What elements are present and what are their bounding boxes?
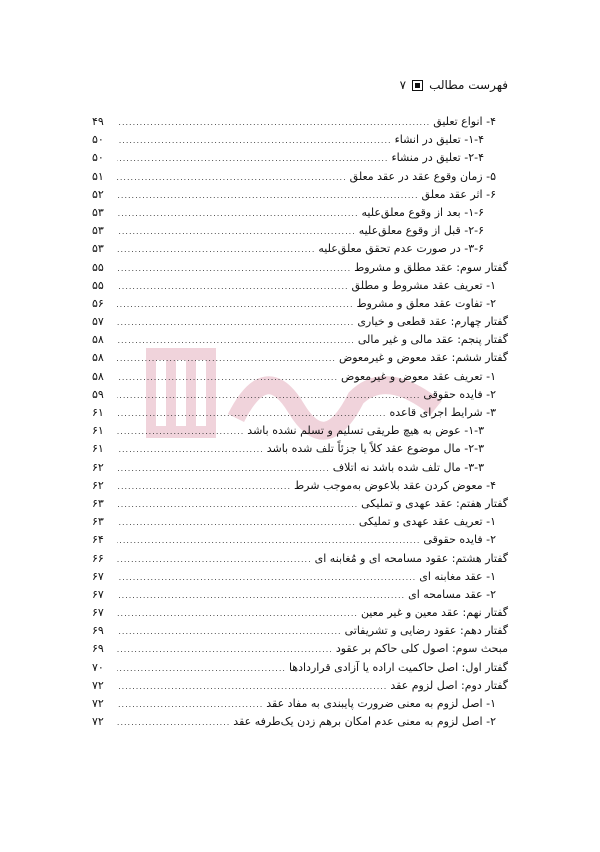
toc-leader-dots	[117, 551, 312, 569]
toc-entry-page: ۶۷	[92, 569, 104, 583]
toc-entry-page: ۵۸	[92, 351, 104, 365]
toc-entry-title: ۲-۴- تعلیق در منشاء	[391, 151, 484, 165]
toc-entry-title: ۱-۶- بعد از وقوع معلق‌علیه	[361, 205, 484, 219]
toc-entry-page: ۵۳	[92, 224, 104, 238]
toc-entry-page: ۶۷	[92, 587, 104, 601]
toc-entry	[92, 386, 508, 404]
toc-entry	[92, 259, 508, 277]
toc-entry	[92, 295, 508, 313]
toc-leader-dots	[117, 460, 330, 478]
toc-entry-page: ۶۴	[92, 533, 104, 547]
toc-entry-page: ۵۱	[92, 169, 104, 183]
toc-leader-dots	[117, 605, 358, 623]
toc-leader-dots	[117, 205, 358, 223]
toc-leader-dots	[117, 241, 315, 259]
toc-leader-dots	[117, 714, 230, 732]
toc-entry-title: ۲- تفاوت عقد معلق و مشروط	[356, 296, 496, 310]
toc-entry-title: ۴- انواع تعلیق	[433, 115, 496, 128]
toc-entry	[92, 422, 508, 440]
toc-entry-title: ۲- فایده حقوقی	[423, 533, 496, 547]
toc-entry	[92, 622, 508, 640]
toc-entry	[92, 586, 508, 604]
toc-entry-page: ۵۸	[92, 333, 104, 347]
toc-leader-dots	[117, 514, 356, 532]
toc-entry-title: ۱- عقد مغابنه ای	[419, 569, 496, 583]
toc-entry	[92, 313, 508, 331]
toc-leader-dots	[117, 387, 420, 405]
toc-entry-title: گفتار هشتم: عقود مسامحه ای و مُغابنه ای	[314, 551, 508, 565]
toc-entry	[92, 695, 508, 713]
toc-leader-dots	[117, 150, 388, 168]
toc-entry	[92, 349, 508, 367]
toc-leader-dots	[117, 441, 264, 459]
toc-entry-title: ۵- زمان وقوع عقد در عقد معلق	[349, 169, 496, 183]
toc-leader-dots	[117, 369, 338, 387]
header-title: فهرست مطالب	[429, 78, 508, 92]
toc-entry-page: ۵۳	[92, 242, 104, 256]
toc-leader-dots	[117, 314, 354, 332]
toc-entry	[92, 568, 508, 586]
toc-entry-title: ۲-۳- مال موضوع عقد کلاً یا جزئاً تلف شده باشد	[266, 442, 484, 456]
toc-entry	[92, 404, 508, 422]
toc-entry-title: ۶- اثر عقد معلق	[421, 187, 496, 201]
toc-entry-page: ۶۶	[92, 551, 104, 565]
toc-entry-page: ۶۷	[92, 606, 104, 620]
toc-entry-title: گفتار ششم: عقد معوض و غیرمعوض	[338, 351, 508, 365]
toc-entry-page: ۷۰	[92, 660, 104, 674]
toc-leader-dots	[117, 169, 347, 187]
toc-entry-page: ۵۰	[92, 133, 104, 147]
toc-entry-page: ۷۲	[92, 697, 104, 710]
toc-entry-page: ۷۲	[92, 678, 104, 692]
toc-entry	[92, 604, 508, 622]
toc-leader-dots	[117, 623, 342, 641]
toc-leader-dots	[117, 350, 336, 368]
toc-entry-title: ۲- فایده حقوقی	[423, 387, 496, 401]
toc-leader-dots	[117, 114, 430, 132]
toc-leader-dots	[117, 569, 416, 587]
toc-entry	[92, 222, 508, 240]
toc-entry-page: ۶۱	[92, 406, 104, 419]
toc-leader-dots	[117, 332, 355, 350]
toc-entry-page: ۷۲	[92, 715, 104, 729]
toc-entry	[92, 277, 508, 295]
toc-entry-page: ۶۱	[92, 442, 104, 456]
toc-entry-page: ۵۶	[92, 296, 104, 310]
toc-entry	[92, 186, 508, 204]
toc-entry-title: ۳-۳- مال تلف شده باشد نه اتلاف	[332, 460, 484, 474]
toc-entry	[92, 240, 508, 258]
toc-entry	[92, 440, 508, 458]
toc-entry	[92, 131, 508, 149]
toc-entry-title: ۱- تعریف عقد مشروط و مطلق	[351, 278, 496, 292]
toc-entry-title: ۱- تعریف عقد معوض و غیرمعوض	[341, 369, 496, 383]
toc-entry-title: گفتار هفتم: عقد عهدی و تملیکی	[361, 496, 508, 510]
toc-entry-title: ۴- معوض کردن عقد بلاعوض به‌موجب شرط	[294, 478, 496, 492]
toc-leader-dots	[117, 496, 358, 514]
toc-entry-title: گفتار چهارم: عقد قطعی و خیاری	[357, 315, 508, 329]
toc-entry-title: گفتار اول: اصل حاکمیت اراده یا آزادی قراردادها	[288, 660, 508, 674]
toc-leader-dots	[117, 187, 419, 205]
toc-entry	[92, 640, 508, 658]
toc-entry-title: گفتار سوم: عقد مطلق و مشروط	[354, 260, 508, 274]
toc-entry-title: ۱-۳- عوض به هیچ طریقی تسلیم و تسلم نشده باشد	[247, 424, 484, 438]
toc-entry-title: ۱- اصل لزوم به معنی ضرورت پایبندی به مفاد عقد	[266, 697, 496, 710]
toc-entry-page: ۵۷	[92, 315, 104, 329]
toc-leader-dots	[117, 296, 353, 314]
toc-entry	[92, 659, 508, 677]
header-page-number: ۷	[399, 78, 407, 92]
toc-entry-title: ۱-۴- تعلیق در انشاء	[394, 133, 484, 147]
toc-leader-dots	[117, 278, 349, 296]
toc-entry-title: گفتار پنجم: عقد مالی و غیر مالی	[357, 333, 508, 347]
toc-entry	[92, 168, 508, 186]
toc-entry-page: ۴۹	[92, 115, 104, 128]
toc-entry-page: ۵۰	[92, 151, 104, 165]
toc-entry	[92, 113, 508, 131]
toc-entry-page: ۵۸	[92, 369, 104, 383]
toc-entry-page: ۵۵	[92, 278, 104, 292]
toc-entry-page: ۶۱	[92, 424, 104, 438]
toc-entry-title: ۲-۶- قبل از وقوع معلق‌علیه	[358, 224, 484, 238]
toc-entry	[92, 331, 508, 349]
toc-entry-page: ۶۹	[92, 642, 104, 656]
page-header	[400, 78, 508, 92]
toc-entry-page: ۶۳	[92, 515, 104, 529]
toc-entry-title: گفتار دوم: اصل لزوم عقد	[390, 678, 508, 692]
toc-entry-page: ۶۳	[92, 496, 104, 510]
toc-entry	[92, 677, 508, 695]
toc-entry-title: گفتار دهم: عقود رضایی و تشریفاتی	[344, 624, 508, 638]
toc-entry	[92, 477, 508, 495]
toc-entry-page: ۵۹	[92, 387, 104, 401]
toc-entry-page: ۶۲	[92, 460, 104, 474]
toc-entry-page: ۶۲	[92, 478, 104, 492]
toc-leader-dots	[117, 223, 356, 241]
toc-leader-dots	[117, 423, 244, 441]
book-icon	[412, 80, 423, 91]
toc-leader-dots	[117, 132, 392, 150]
toc-entry-page: ۵۵	[92, 260, 104, 274]
toc-entry-page: ۵۳	[92, 205, 104, 219]
toc-entry	[92, 459, 508, 477]
toc-leader-dots	[117, 660, 286, 678]
table-of-contents	[92, 113, 508, 731]
toc-leader-dots	[117, 641, 333, 659]
toc-leader-dots	[117, 696, 263, 714]
toc-entry-page: ۶۹	[92, 624, 104, 638]
toc-leader-dots	[117, 478, 291, 496]
toc-leader-dots	[117, 260, 351, 278]
toc-entry-title: ۲- اصل لزوم به معنی عدم امکان برهم زدن یک‌طرفه عقد	[233, 715, 496, 729]
toc-entry-title: گفتار نهم: عقد معین و غیر معین	[360, 606, 508, 620]
toc-entry	[92, 550, 508, 568]
toc-entry-title: ۱- تعریف عقد عهدی و تملیکی	[358, 515, 496, 529]
toc-entry-title: ۳- شرایط اجرای قاعده	[389, 406, 496, 419]
toc-leader-dots	[117, 405, 386, 423]
toc-entry	[92, 713, 508, 731]
toc-entry-title: مبحث سوم: اصول کلی حاکم بر عقود	[335, 642, 508, 656]
toc-entry-page: ۵۲	[92, 187, 104, 201]
toc-entry	[92, 204, 508, 222]
toc-entry	[92, 149, 508, 167]
toc-entry-title: ۲- عقد مسامحه ای	[408, 587, 496, 601]
toc-entry	[92, 531, 508, 549]
toc-entry-title: ۳-۶- در صورت عدم تحقق معلق‌علیه	[318, 242, 484, 256]
toc-entry	[92, 368, 508, 386]
toc-leader-dots	[117, 532, 420, 550]
toc-entry	[92, 513, 508, 531]
toc-leader-dots	[117, 678, 387, 696]
toc-leader-dots	[117, 587, 405, 605]
toc-entry	[92, 495, 508, 513]
